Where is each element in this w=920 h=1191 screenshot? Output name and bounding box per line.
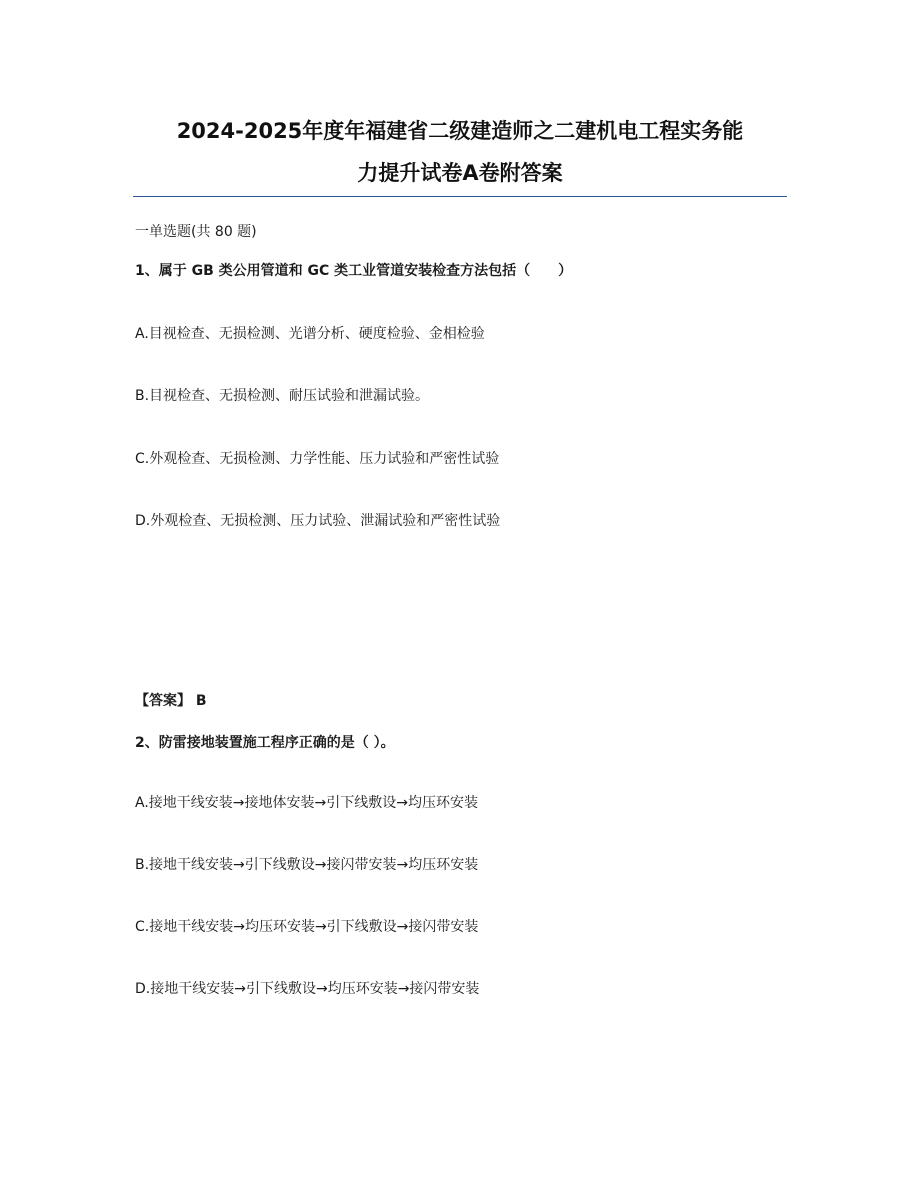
question-2-stem: 2、防雷接地装置施工程序正确的是（ ）。 [135, 735, 395, 751]
section-heading: 一单选题(共 80 题) [135, 224, 257, 240]
question-1-answer: 【答案】 B [135, 693, 207, 709]
question-1-option-d: D.外观检查、无损检测、压力试验、泄漏试验和严密性试验 [135, 513, 501, 529]
title-divider [133, 196, 787, 197]
question-1-option-c: C.外观检查、无损检测、力学性能、压力试验和严密性试验 [135, 451, 500, 467]
document-title-line-1: 2024-2025年度年福建省二级建造师之二建机电工程实务能 [176, 119, 744, 143]
question-2-option-a: A.接地干线安装→接地体安装→引下线敷设→均压环安装 [135, 795, 478, 811]
question-2-option-c: C.接地干线安装→均压环安装→引下线敷设→接闪带安装 [135, 919, 479, 935]
document-title-line-2: 力提升试卷A卷附答案 [357, 161, 563, 185]
question-1-stem: 1、属于 GB 类公用管道和 GC 类工业管道安装检查方法包括（ ） [135, 263, 573, 279]
question-1-option-a: A.目视检查、无损检测、光谱分析、硬度检验、金相检验 [135, 326, 485, 342]
question-2-option-d: D.接地干线安装→引下线敷设→均压环安装→接闪带安装 [135, 981, 480, 997]
question-1-option-b: B.目视检查、无损检测、耐压试验和泄漏试验。 [135, 388, 430, 404]
question-2-option-b: B.接地干线安装→引下线敷设→接闪带安装→均压环安装 [135, 857, 479, 873]
